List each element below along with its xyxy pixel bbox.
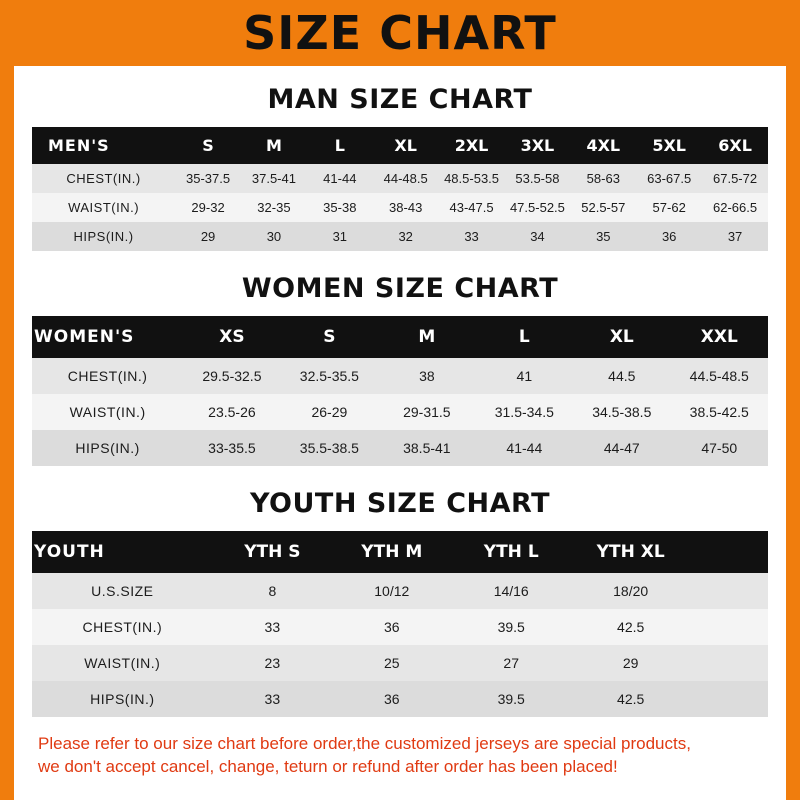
table-cell: 31	[307, 222, 373, 251]
table-cell: 63-67.5	[636, 164, 702, 193]
column-header: YTH S	[244, 542, 301, 562]
column-header: 6XL	[718, 136, 752, 155]
table-cell: 32.5-35.5	[281, 358, 378, 394]
header-band	[14, 0, 786, 66]
column-header: 5XL	[652, 136, 686, 155]
table-row	[32, 645, 768, 681]
table-cell: 32	[373, 222, 439, 251]
table-cell: 36	[332, 681, 451, 717]
table-cell: 29	[175, 222, 241, 251]
row-label: WAIST(IN.)	[32, 394, 183, 430]
table-header-row	[32, 316, 768, 358]
table-cell: 34.5-38.5	[573, 394, 670, 430]
table-cell: 35	[570, 222, 636, 251]
table-row	[32, 681, 768, 717]
table-cell: 39.5	[452, 609, 571, 645]
table-row	[32, 394, 768, 430]
table-cell-spacer	[690, 609, 768, 645]
column-header: 4XL	[586, 136, 621, 155]
table-cell: 39.5	[452, 681, 571, 717]
table-cell: 27	[452, 645, 571, 681]
table-cell: 35.5-38.5	[281, 430, 378, 466]
table-cell: 29	[571, 645, 690, 681]
column-header: XL	[394, 136, 417, 155]
table-cell: 41-44	[307, 164, 373, 193]
youth-size-table	[32, 531, 768, 717]
table-row	[32, 430, 768, 466]
table-cell: 33	[439, 222, 505, 251]
table-cell: 44-47	[573, 430, 670, 466]
column-header: WOMEN'S	[34, 327, 135, 347]
table-cell: 38.5-41	[378, 430, 475, 466]
column-header: 2XL	[454, 136, 489, 155]
table-cell: 58-63	[570, 164, 636, 193]
row-label: CHEST(IN.)	[32, 164, 175, 193]
table-cell-spacer	[690, 681, 768, 717]
column-header: S	[323, 327, 336, 347]
table-row	[32, 609, 768, 645]
table-cell: 23.5-26	[183, 394, 280, 430]
column-header: YTH XL	[596, 542, 665, 562]
table-cell: 23	[213, 645, 332, 681]
table-cell: 29.5-32.5	[183, 358, 280, 394]
table-cell: 36	[636, 222, 702, 251]
footer-note-line-1: Please refer to our size chart before order,the customized jerseys are special products,	[38, 734, 691, 753]
table-cell: 31.5-34.5	[476, 394, 573, 430]
table-cell: 48.5-53.5	[439, 164, 505, 193]
column-header: L	[334, 136, 345, 155]
table-cell: 41	[476, 358, 573, 394]
table-row	[32, 222, 768, 251]
column-header: XXL	[700, 327, 738, 347]
table-cell: 29-31.5	[378, 394, 475, 430]
table-cell: 41-44	[476, 430, 573, 466]
table-cell: 38-43	[373, 193, 439, 222]
row-label: CHEST(IN.)	[32, 358, 183, 394]
table-cell: 10/12	[332, 573, 451, 609]
table-row	[32, 358, 768, 394]
table-cell: 38.5-42.5	[671, 394, 768, 430]
row-label: WAIST(IN.)	[32, 645, 213, 681]
column-header: S	[202, 136, 214, 155]
footer-note	[38, 733, 762, 779]
table-cell: 47-50	[671, 430, 768, 466]
table-cell: 57-62	[636, 193, 702, 222]
table-cell: 42.5	[571, 609, 690, 645]
column-header: XL	[609, 327, 634, 347]
row-label: HIPS(IN.)	[32, 681, 213, 717]
table-cell: 43-47.5	[439, 193, 505, 222]
column-header: M	[418, 327, 436, 347]
row-label: HIPS(IN.)	[32, 430, 183, 466]
table-row	[32, 193, 768, 222]
table-cell: 53.5-58	[504, 164, 570, 193]
row-label: U.S.SIZE	[32, 573, 213, 609]
table-header-row	[32, 531, 768, 573]
table-cell: 36	[332, 609, 451, 645]
table-cell: 35-37.5	[175, 164, 241, 193]
table-cell: 67.5-72	[702, 164, 768, 193]
table-cell: 47.5-52.5	[504, 193, 570, 222]
table-cell: 34	[504, 222, 570, 251]
table-cell: 52.5-57	[570, 193, 636, 222]
table-cell: 33	[213, 609, 332, 645]
man-size-table	[32, 127, 768, 251]
table-cell: 35-38	[307, 193, 373, 222]
column-header: YTH L	[483, 542, 539, 562]
table-cell: 14/16	[452, 573, 571, 609]
row-label: WAIST(IN.)	[32, 193, 175, 222]
table-cell: 33	[213, 681, 332, 717]
man-section-title: MAN SIZE CHART	[267, 84, 533, 115]
table-cell: 37.5-41	[241, 164, 307, 193]
table-cell: 30	[241, 222, 307, 251]
youth-section-title: YOUTH SIZE CHART	[249, 488, 551, 519]
women-size-section	[32, 273, 768, 466]
column-header: MEN'S	[48, 136, 110, 155]
table-cell: 32-35	[241, 193, 307, 222]
table-cell: 44.5-48.5	[671, 358, 768, 394]
man-size-section	[32, 84, 768, 251]
table-row	[32, 573, 768, 609]
table-cell: 29-32	[175, 193, 241, 222]
row-label: HIPS(IN.)	[32, 222, 175, 251]
youth-size-section	[32, 488, 768, 717]
page-title: SIZE CHART	[243, 6, 557, 60]
column-header: XS	[219, 327, 245, 347]
footer-note-line-2: we don't accept cancel, change, teturn or refund after order has been placed!	[38, 756, 618, 776]
column-header: 3XL	[520, 136, 555, 155]
table-cell: 33-35.5	[183, 430, 280, 466]
table-cell: 8	[213, 573, 332, 609]
column-header: YTH M	[361, 542, 423, 562]
chart-content	[14, 84, 786, 779]
column-header: YOUTH	[34, 542, 105, 562]
column-header: L	[518, 327, 530, 347]
column-header-spacer	[690, 531, 768, 573]
table-cell: 26-29	[281, 394, 378, 430]
table-cell-spacer	[690, 645, 768, 681]
women-section-title: WOMEN SIZE CHART	[241, 273, 559, 304]
table-cell: 25	[332, 645, 451, 681]
women-size-table	[32, 316, 768, 466]
table-cell: 42.5	[571, 681, 690, 717]
table-cell: 44-48.5	[373, 164, 439, 193]
table-cell: 38	[378, 358, 475, 394]
table-cell-spacer	[690, 573, 768, 609]
table-header-row	[32, 127, 768, 164]
row-label: CHEST(IN.)	[32, 609, 213, 645]
table-cell: 62-66.5	[702, 193, 768, 222]
column-header: M	[265, 136, 282, 155]
table-cell: 44.5	[573, 358, 670, 394]
table-cell: 18/20	[571, 573, 690, 609]
table-row	[32, 164, 768, 193]
table-cell: 37	[702, 222, 768, 251]
